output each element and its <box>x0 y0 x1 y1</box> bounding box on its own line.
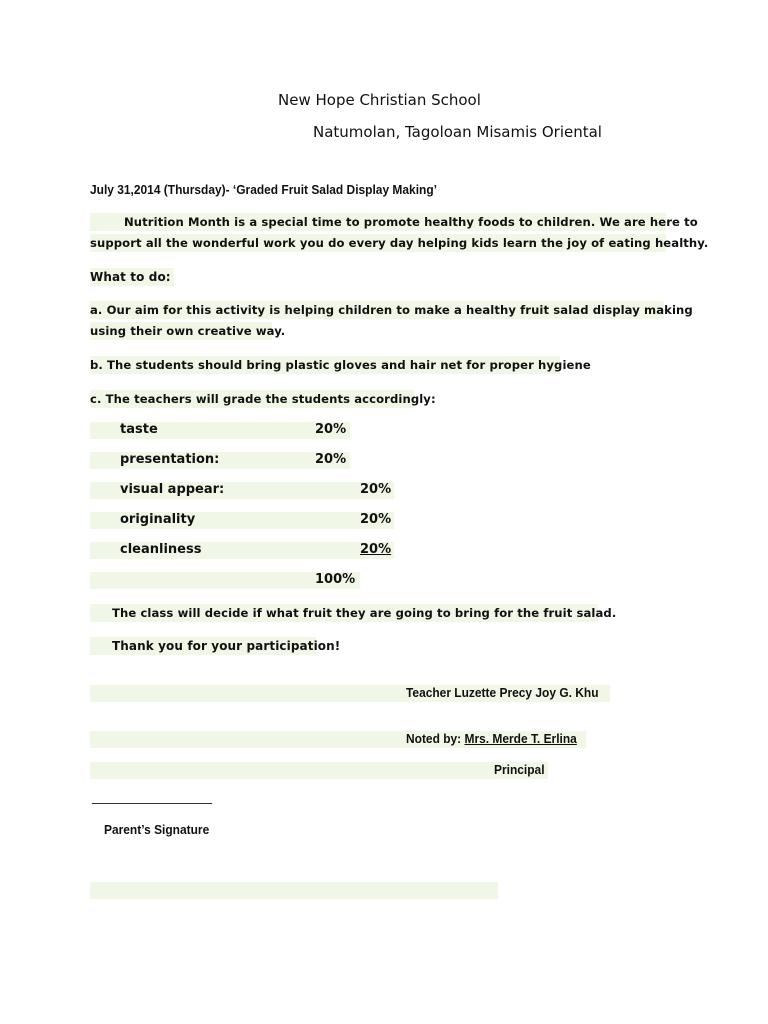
criteria-percent-originality: 20% <box>360 512 392 527</box>
noted-by <box>406 731 577 746</box>
criteria-name-originality: originality <box>120 512 196 527</box>
criteria-percent-presentation: 20% <box>315 452 347 467</box>
item-b: b. The students should bring plastic gloves and hair net for proper hygiene <box>90 358 591 372</box>
intro-line-1: Nutrition Month is a special time to promote healthy foods to children. We are here to <box>124 215 698 229</box>
noted-by-label: Noted by: <box>406 731 465 746</box>
criteria-percent-visual: 20% <box>360 482 392 497</box>
thanks: Thank you for your participation! <box>112 639 341 653</box>
criteria-total: 100% <box>315 572 356 587</box>
criteria-name-visual: visual appear: <box>120 482 225 497</box>
item-a-line-1: a. Our aim for this activity is helping children to make a healthy fruit salad display making <box>90 303 693 317</box>
criteria-name-presentation: presentation: <box>120 452 220 467</box>
teacher-name: Teacher Luzette Precy Joy G. Khu <box>406 685 599 700</box>
bottom-highlight <box>90 882 498 899</box>
criteria-percent-taste: 20% <box>315 422 347 437</box>
intro-line-2: support all the wonderful work you do every day helping kids learn the joy of eating healthy. <box>90 236 709 250</box>
principal-highlight <box>90 762 548 779</box>
what-to-do-heading: What to do: <box>90 270 171 284</box>
parent-signature-label: Parent’s Signature <box>104 822 210 837</box>
class-decide: The class will decide if what fruit they are going to bring for the fruit salad. <box>112 606 617 620</box>
item-a-line-2: using their own creative way. <box>90 324 286 338</box>
principal-title: Principal <box>494 762 545 777</box>
principal-name: Mrs. Merde T. Erlina <box>464 731 577 746</box>
school-name: New Hope Christian School <box>278 91 481 109</box>
signature-line: ____________________ <box>92 790 212 804</box>
item-c: c. The teachers will grade the students accordingly: <box>90 392 436 406</box>
criteria-name-taste: taste <box>120 422 158 437</box>
event-line: July 31,2014 (Thursday)- ‘Graded Fruit Salad Display Making’ <box>90 182 437 197</box>
criteria-percent-cleanliness: 20% <box>360 542 392 557</box>
school-address: Natumolan, Tagoloan Misamis Oriental <box>313 123 602 141</box>
criteria-name-cleanliness: cleanliness <box>120 542 202 557</box>
